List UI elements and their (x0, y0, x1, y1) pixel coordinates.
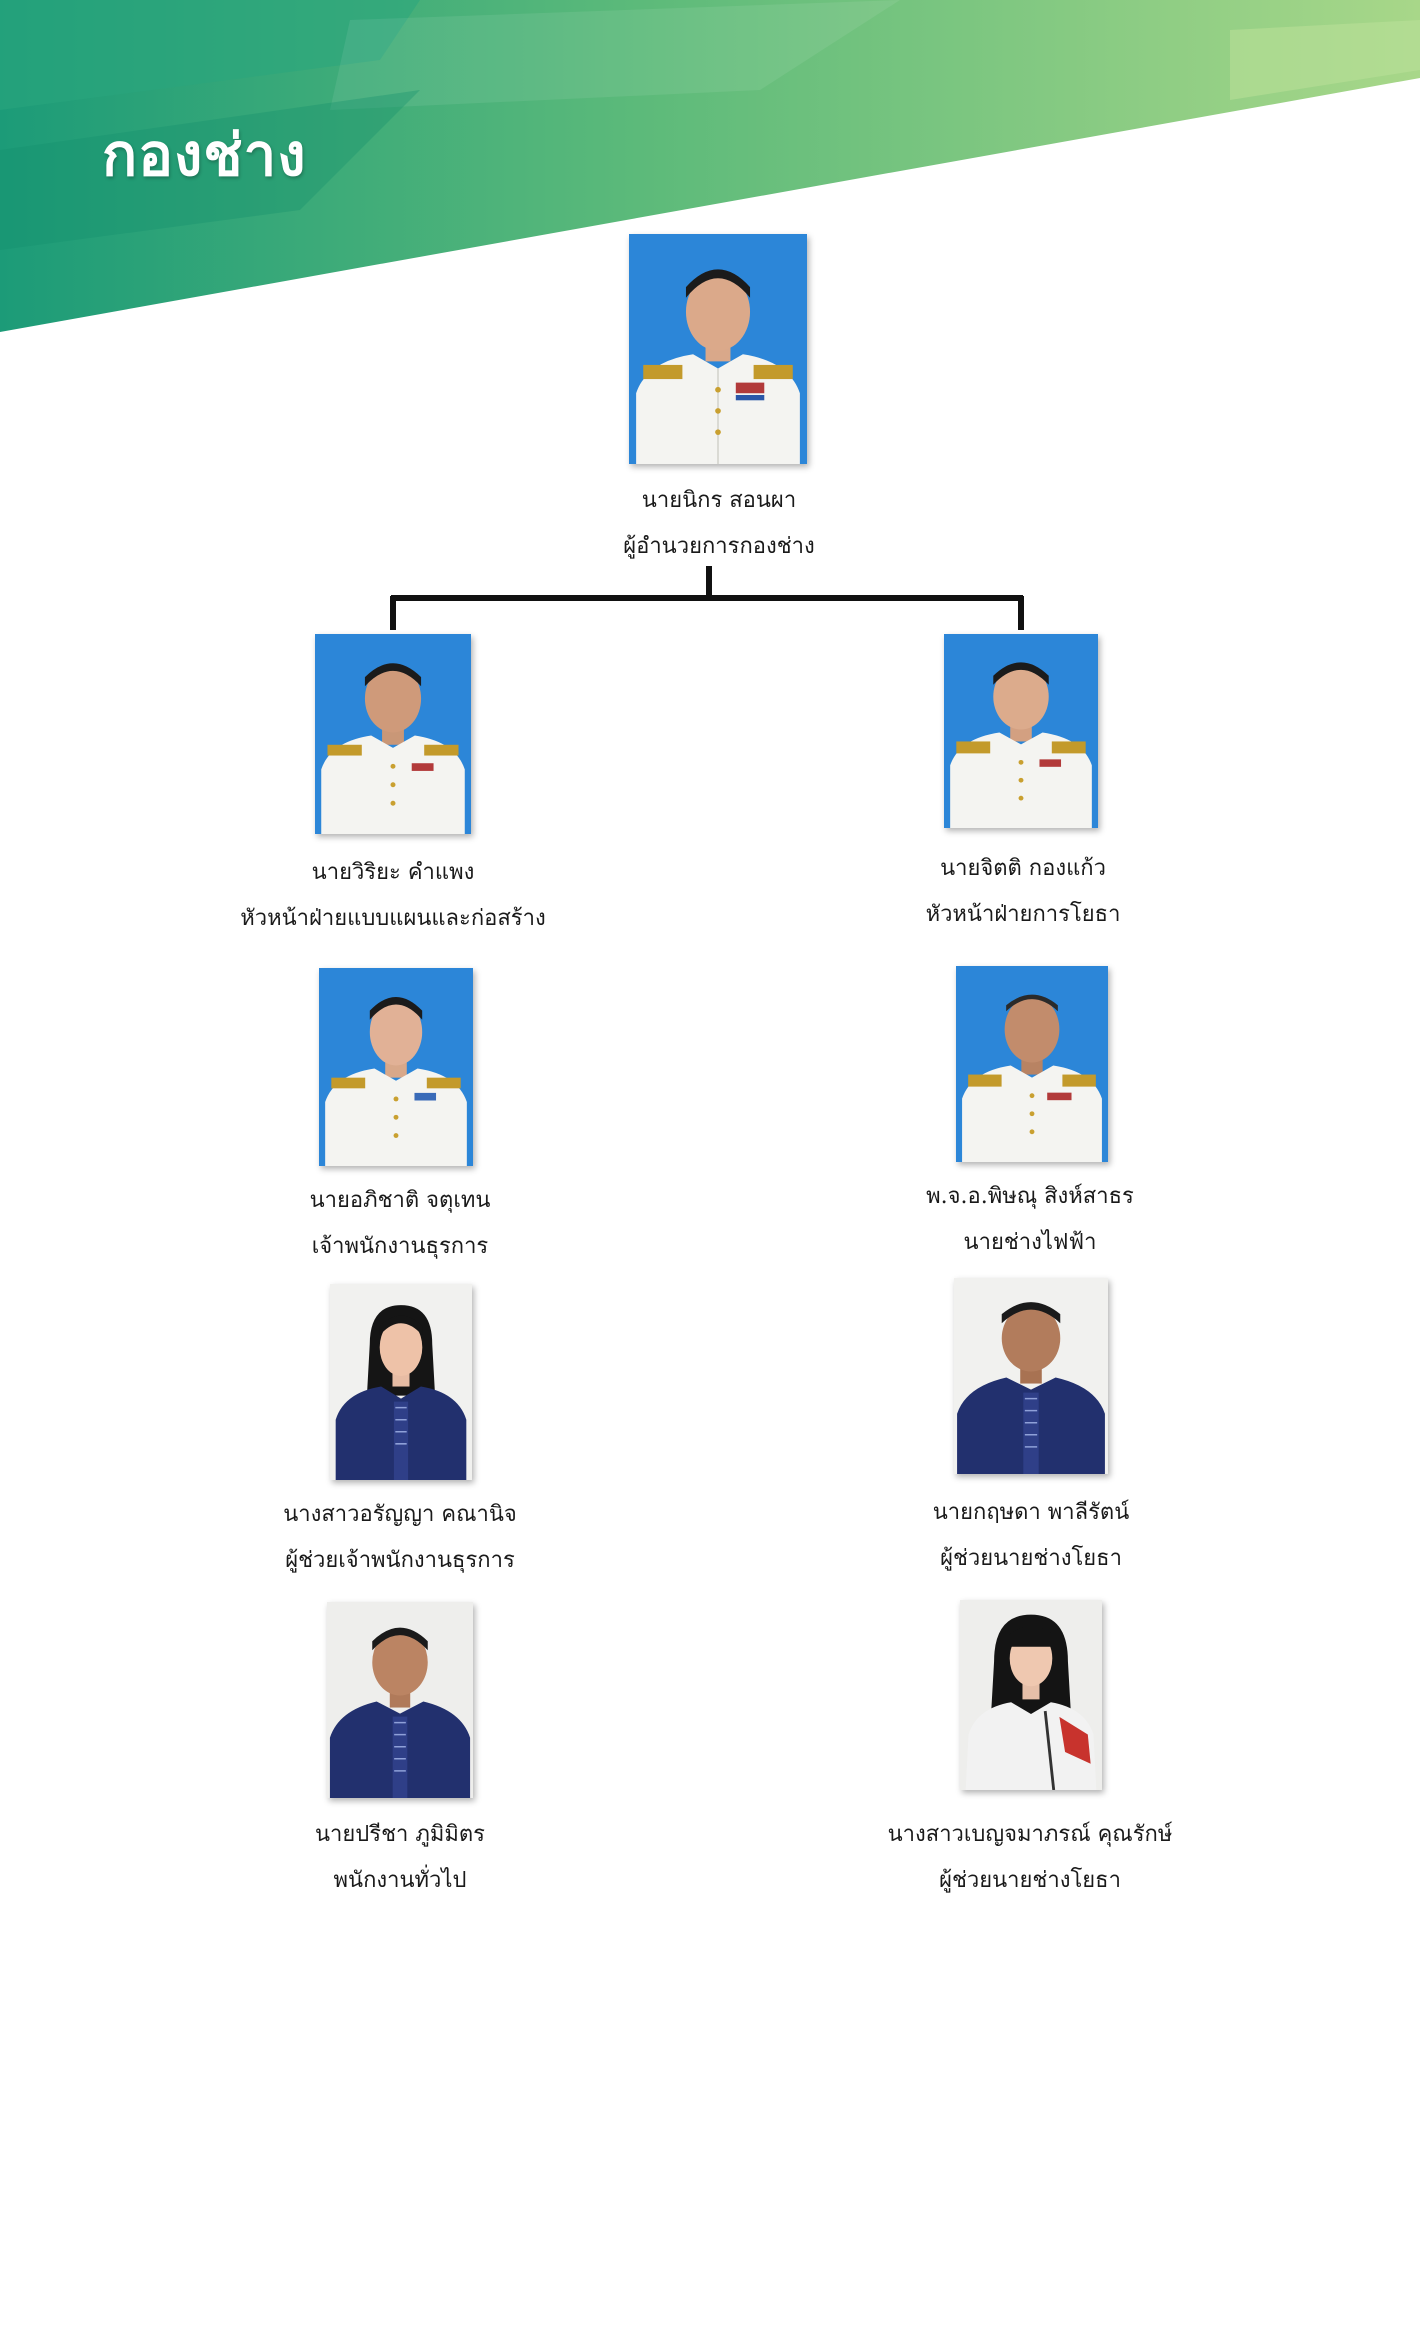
member-position: หัวหน้าฝ่ายแบบแผนและก่อสร้าง (240, 906, 546, 931)
white-jacket-icon (960, 1600, 1102, 1790)
white-uniform-icon (944, 634, 1098, 828)
left-member-2-caption (200, 1178, 600, 1270)
left-member-1-photo (315, 634, 471, 834)
member-name: นางสาวเบญจมาภรณ์ คุณรักษ์ (887, 1822, 1173, 1847)
white-uniform-icon (315, 634, 471, 834)
member-name: นายกฤษดา พาลีรัตน์ (932, 1500, 1130, 1525)
right-member-4-photo (960, 1600, 1102, 1790)
member-position: ผู้ช่วยนายช่างโยธา (940, 1546, 1122, 1571)
member-name: นายอภิชาติ จตุเทน (309, 1188, 491, 1213)
director-photo (629, 234, 807, 464)
left-member-4-photo (327, 1602, 473, 1798)
member-position: ผู้อำนวยการกองช่าง (623, 534, 815, 559)
right-member-2-caption (830, 1174, 1230, 1266)
member-name: นายปรีชา ภูมิมิตร (315, 1822, 485, 1847)
left-member-3-photo (330, 1284, 472, 1480)
navy-shirt-icon (954, 1278, 1108, 1474)
right-member-1-caption (823, 846, 1223, 938)
left-member-1-caption (193, 850, 593, 942)
white-uniform-icon (629, 234, 807, 464)
right-member-4-caption (830, 1812, 1230, 1904)
member-name: นางสาวอรัญญา คณานิจ (283, 1502, 517, 1527)
left-member-3-caption (200, 1492, 600, 1584)
left-member-4-caption (200, 1812, 600, 1904)
right-member-3-caption (831, 1490, 1231, 1582)
member-name: พ.จ.อ.พิษณุ สิงห์สาธร (926, 1184, 1134, 1209)
member-position: นายช่างไฟฟ้า (963, 1230, 1097, 1255)
member-name: นายจิตติ กองแก้ว (940, 856, 1106, 881)
page-title: กองช่าง (102, 121, 307, 189)
navy-shirt-icon (327, 1602, 473, 1798)
member-name: นายนิกร สอนผา (641, 488, 797, 513)
left-member-2-photo (319, 968, 473, 1166)
member-position: เจ้าพนักงานธุรการ (311, 1234, 489, 1259)
white-uniform-icon (956, 966, 1108, 1162)
right-member-1-photo (944, 634, 1098, 828)
navy-shirt-icon (330, 1284, 472, 1480)
member-name: นายวิริยะ คำแพง (311, 860, 475, 885)
member-position: ผู้ช่วยนายช่างโยธา (939, 1868, 1121, 1893)
white-uniform-icon (319, 968, 473, 1166)
member-position: หัวหน้าฝ่ายการโยธา (925, 902, 1121, 927)
right-member-3-photo (954, 1278, 1108, 1474)
right-member-2-photo (956, 966, 1108, 1162)
member-position: ผู้ช่วยเจ้าพนักงานธุรการ (285, 1548, 515, 1573)
member-position: พนักงานทั่วไป (333, 1868, 467, 1893)
director-caption (509, 478, 929, 570)
